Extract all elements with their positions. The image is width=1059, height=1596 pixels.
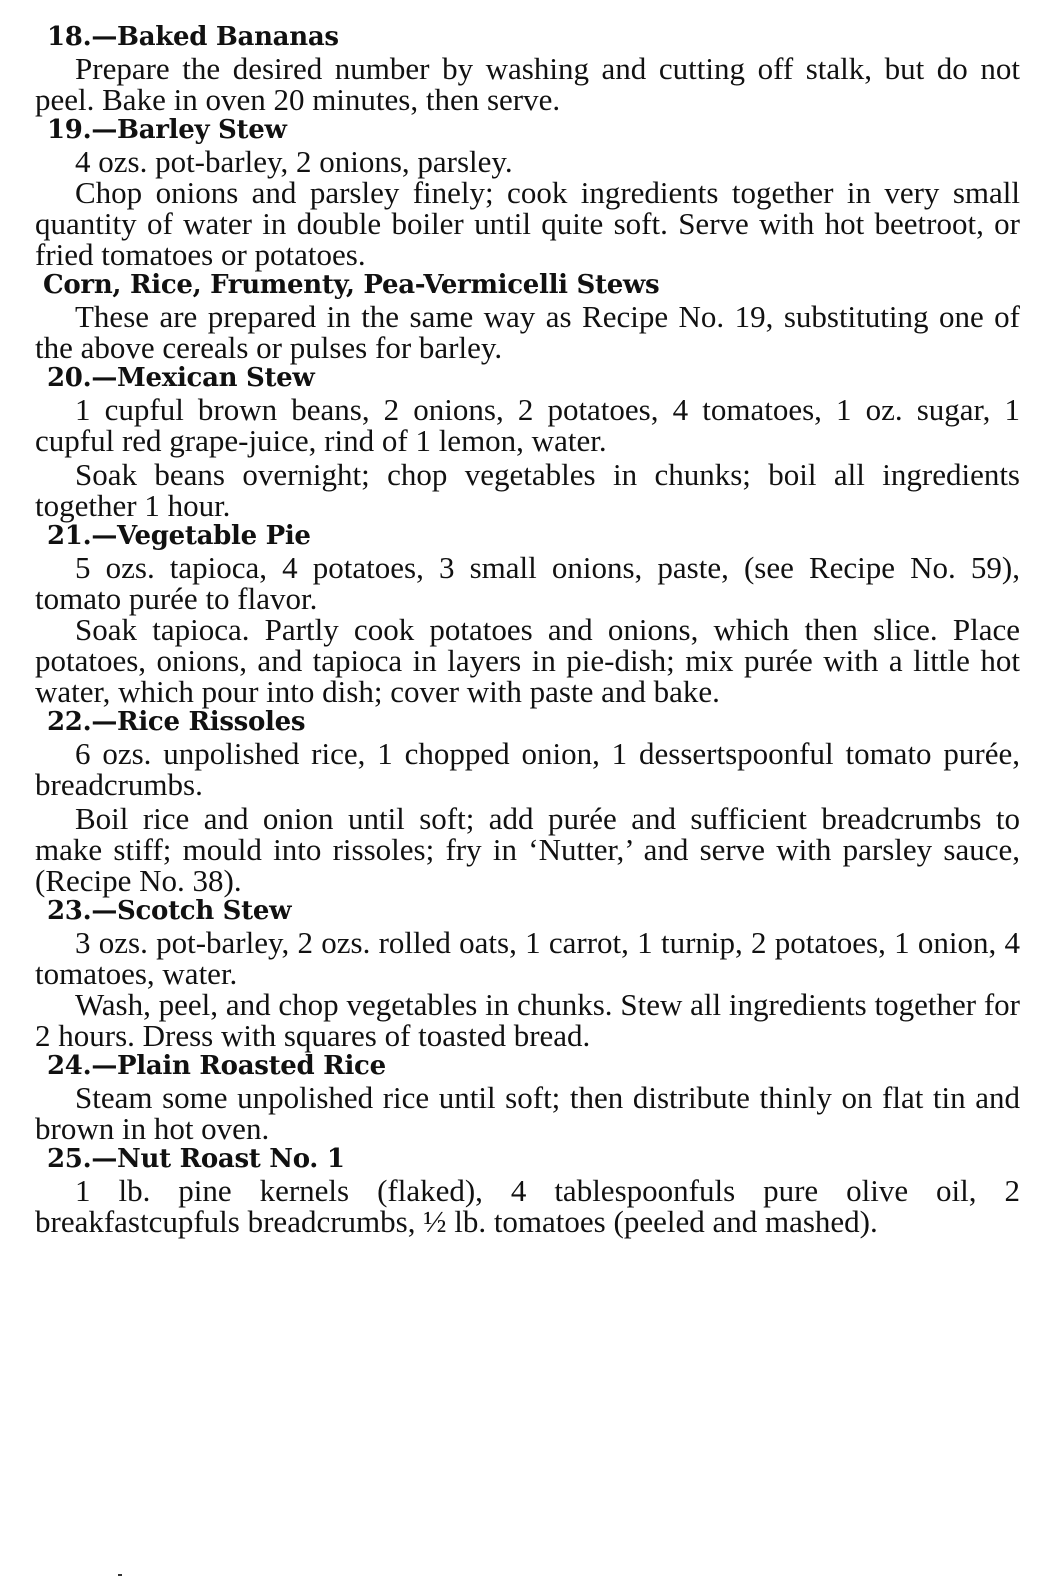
recipe-method: Chop onions and parsley finely; cook ingredients together in very small quantity of water in double boiler until quite soft. Serve with hot beetroot, or fried tomatoes or potatoes. [35,175,1020,272]
recipe-ingredients: 6 ozs. unpolished rice, 1 chopped onion, 1 dessertspoonful tomato purée, breadcrumbs. [35,736,1020,802]
recipe-title: 19.—Barley Stew [47,115,287,145]
recipe-ingredients: 5 ozs. tapioca, 4 potatoes, 3 small onions, paste, (see Recipe No. 59), tomato purée to flavor. [35,550,1020,616]
recipe-title: 21.—Vegetable Pie [47,521,311,551]
recipe-method: Soak tapioca. Partly cook potatoes and onions, which then slice. Place potatoes, onions, and tapioca in layers in pie-dish; mix purée with a little hot water, which pour into dish; cover with paste and bake. [35,612,1020,709]
recipe-method: Soak beans overnight; chop vegetables in chunks; boil all ingredients together 1 hour. [35,457,1020,523]
recipe-text: These are prepared in the same way as Recipe No. 19, substituting one of the above cereals or pulses for barley. [35,299,1020,365]
recipe-title: 25.—Nut Roast No. 1 [47,1144,345,1174]
recipe-title: 18.—Baked Bananas [47,22,339,52]
recipe-title: 20.—Mexican Stew [47,363,315,393]
recipe-method: Wash, peel, and chop vegetables in chunks. Stew all ingredients together for 2 hours. Dress with squares of toasted bread. [35,987,1020,1053]
recipe-method: Boil rice and onion until soft; add purée and sufficient breadcrumbs to make stiff; mould into rissoles; fry in ‘Nutter,’ and serve with parsley sauce, (Recipe No. 38). [35,801,1020,898]
recipe-ingredients: 4 ozs. pot-barley, 2 onions, parsley. [75,144,513,179]
recipe-page [35,22,1020,1237]
recipe-text: Steam some unpolished rice until soft; then distribute thinly on flat tin and brown in hot oven. [35,1080,1020,1146]
recipe-title: 24.—Plain Roasted Rice [47,1051,386,1081]
recipe-title: Corn, Rice, Frumenty, Pea-Vermicelli Stews [43,270,660,300]
recipe-title: 22.—Rice Rissoles [47,707,306,737]
recipe-title: 23.—Scotch Stew [47,896,292,926]
recipe-text: Prepare the desired number by washing and cutting off stalk, but do not peel. Bake in oven 20 minutes, then serve. [35,51,1020,117]
recipe-ingredients: 1 cupful brown beans, 2 onions, 2 potatoes, 4 tomatoes, 1 oz. sugar, 1 cupful red grape-juice, rind of 1 lemon, water. [35,392,1020,458]
recipe-ingredients: 1 lb. pine kernels (flaked), 4 tablespoonfuls pure olive oil, 2 breakfastcupfuls breadcrumbs, ½ lb. tomatoes (peeled and mashed). [35,1173,1020,1239]
print-speck [118,1574,122,1576]
recipe-ingredients: 3 ozs. pot-barley, 2 ozs. rolled oats, 1 carrot, 1 turnip, 2 potatoes, 1 onion, 4 tomatoes, water. [35,925,1020,991]
